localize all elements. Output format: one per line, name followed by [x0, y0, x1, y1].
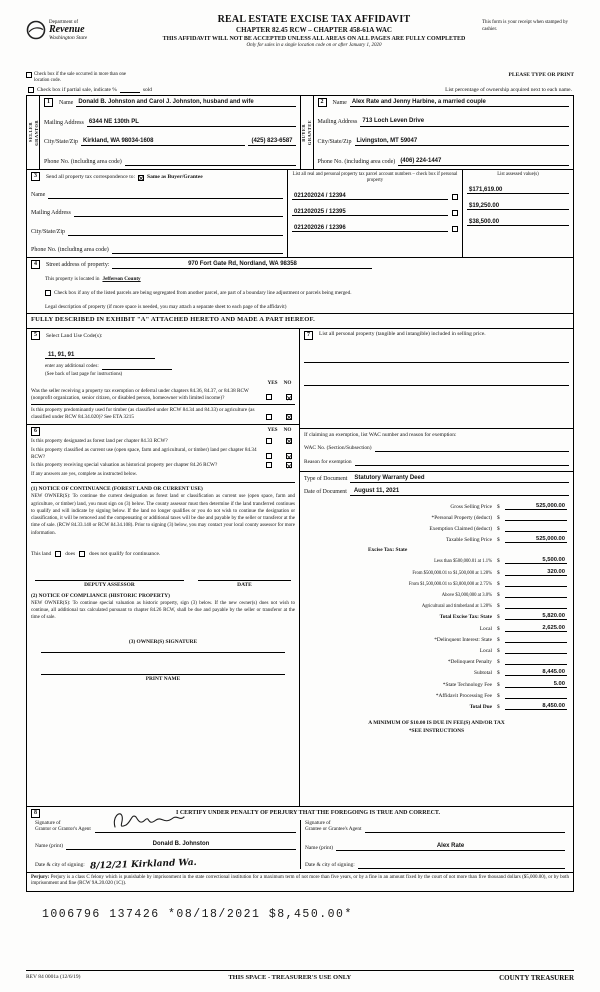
exemption-question: Was the seller receiving a property tax exemption or deferral under chapters 84.36, 84.37, or 84.38 RCW (nonprofit organization, senior citizen, or disabled person, homeowner with limited income)?	[31, 387, 249, 401]
section5	[27, 329, 299, 425]
seller-side-label	[27, 96, 40, 169]
buyer-csz-value: Livingston, MT 59047	[355, 138, 570, 146]
cashier-stamp: 1006796 137426 *08/18/2021 $8,450.00*	[42, 907, 353, 921]
timber-no-checkbox[interactable]	[286, 414, 292, 420]
parcel-column-header: List all real and personal property tax parcel account numbers – check box if personal property	[292, 171, 458, 183]
corr-mailing-label: Mailing Address	[31, 210, 71, 217]
grantor-name-print-label: Name (print)	[35, 843, 63, 850]
deputy-date-label: DATE	[237, 581, 252, 588]
fin-amount-field[interactable]	[505, 692, 567, 699]
perjury-text: Perjury is a class C felony which is punishable by imprisonment in the state correctional institution for a maximum term of not more than five years, or by a fine in an amount fixed by the court of not more than five thousand dollars ($5,000.00), or by both imprisonment and fine (RCW 9A.20.020 (1C)).	[31, 874, 569, 887]
fin-label: *Affidavit Processing Fee	[435, 692, 492, 699]
parcel-row	[292, 193, 458, 200]
legal-description-label: Legal description of property (if more space is needed, you may attach a separate sheet to each page of the affidavit)	[45, 303, 287, 310]
fin-amount: 8,445.00	[505, 669, 567, 676]
corr-phone-label: Phone No. (including area code)	[31, 246, 109, 253]
parcel-row	[292, 225, 458, 232]
notice2-text: NEW OWNER(S): To continue special valuation as historic property, sign (3) below. If the new owner(s) does not wish to continue, all additional tax calculated pursuant to chapter 84.26 RCW, shall be due and payable by the seller or transferor at the time of sale.	[31, 600, 295, 621]
dollar-sign	[497, 637, 505, 643]
ownership-note: List percentage of ownership acquired next to each name.	[445, 86, 572, 93]
assessed-value: $38,500.00	[467, 219, 569, 226]
fin-amount: 5,500.00	[505, 557, 567, 564]
only-note: Only for sales in a single location code on or after January 1, 2020	[246, 43, 382, 48]
corr-name-field[interactable]	[48, 191, 283, 199]
located-prefix: This property is located in	[45, 276, 100, 283]
parcel-number: 021202026 / 12396	[292, 225, 448, 232]
fin-amount-field[interactable]	[505, 525, 567, 532]
warning-line: THIS AFFIDAVIT WILL NOT BE ACCEPTED UNLESS ALL AREAS ON ALL PAGES ARE FULLY COMPLETED	[162, 36, 466, 42]
minimum-fee-text: A MINIMUM OF $10.00 IS DUE IN FEE(S) AND/OR TAX	[368, 719, 505, 726]
personal-property-field[interactable]	[304, 354, 569, 363]
does-not-label: does not qualify for continuance.	[89, 550, 161, 557]
parcel-personal-checkbox[interactable]	[452, 210, 458, 216]
exemption-block	[300, 429, 573, 472]
section8	[27, 807, 573, 873]
corr-csz-field[interactable]	[68, 228, 283, 236]
seller-csz-value: Kirkland, WA 98034-1608	[81, 138, 245, 146]
dollar-sign	[497, 614, 505, 620]
buyer-section	[300, 96, 574, 169]
print-name-field[interactable]	[41, 667, 285, 675]
fin-amount: 8,450.00	[505, 703, 567, 710]
partial-sale-percent-field[interactable]	[120, 87, 140, 93]
multi-location-checkbox[interactable]	[26, 72, 32, 78]
receipt-note: This form is your receipt when stamped by cashier.	[482, 20, 568, 32]
dollar-sign	[497, 704, 505, 710]
exemption-yes-checkbox[interactable]	[266, 394, 272, 400]
street-address-label: Street address of property:	[46, 261, 110, 268]
fin-label: *Personal Property (deduct)	[431, 514, 492, 521]
grantee-sig-label-line1: Signature of	[305, 819, 331, 826]
form-body	[26, 95, 574, 892]
multi-location-label: Check box if the sale occurred in more than one location code.	[34, 72, 127, 83]
logo-line1: Department of	[49, 20, 79, 25]
section7-number: 7	[304, 331, 313, 340]
fin-label: Exemption Claimed (deduct)	[429, 525, 492, 532]
dollar-sign	[497, 504, 505, 510]
deputy-assessor-signature-field[interactable]	[35, 573, 184, 581]
certify-statement: I CERTIFY UNDER PENALTY OF PERJURY THAT THE FOREGOING IS TRUE AND CORRECT.	[175, 810, 440, 817]
continuance-row	[31, 551, 295, 557]
corr-mailing-field[interactable]	[74, 209, 283, 217]
doc-type-value: Statutory Warranty Deed	[350, 475, 569, 483]
doc-type-label: Type of Document	[304, 476, 348, 483]
section1-number: 1	[44, 98, 53, 107]
owner-signature-label: (3) OWNER(S) SIGNATURE	[128, 638, 198, 645]
corr-name-label: Name	[31, 192, 46, 199]
grantor-signature-block	[31, 819, 300, 872]
historic-no-checkbox[interactable]	[286, 462, 292, 468]
reason-field[interactable]	[355, 458, 569, 466]
grantor-name-value: Donald B. Johnston	[66, 841, 296, 849]
fin-amount-field[interactable]	[505, 514, 567, 521]
additional-codes-field[interactable]	[102, 364, 172, 370]
seller-phone-label: Phone No. (including area code)	[44, 158, 122, 165]
fin-label: Agricultural and timberland at 1.28%	[421, 604, 492, 610]
buyer-side-label	[301, 96, 314, 169]
partial-sale-label: Check box if partial sale, indicate %	[37, 86, 117, 93]
exemption-no-checkbox[interactable]	[286, 394, 292, 400]
pre-row-1	[26, 72, 574, 84]
does-qualify-checkbox[interactable]	[55, 551, 61, 557]
grantor-sig-label-line2: Grantor or Grantor's Agent	[35, 826, 91, 833]
current-use-no-checkbox[interactable]	[286, 453, 292, 459]
form-title: REAL ESTATE EXCISE TAX AFFIDAVIT	[217, 14, 411, 25]
section3	[27, 170, 573, 258]
title-block	[146, 14, 482, 48]
pre-row-2	[28, 87, 572, 93]
fin-amount-field[interactable]	[505, 602, 567, 609]
segregated-label: Check box if any of the listed parcels are being segregated from another parcel, are part of a boundary line adjustment or parcels being merged.	[54, 290, 352, 297]
grantor-date-city-label: Date & city of signing:	[35, 862, 85, 869]
does-not-qualify-checkbox[interactable]	[79, 551, 85, 557]
assessed-value: $19,250.00	[467, 203, 569, 210]
additional-codes-label: enter any additional codes:	[45, 363, 99, 369]
fin-amount: 2,625.00	[505, 625, 567, 632]
grantee-date-city-label: Date & city of signing:	[305, 862, 355, 869]
corr-csz-label: City/State/Zip	[31, 228, 65, 235]
seller-name-label: Name	[59, 99, 74, 106]
owner-signature-field[interactable]	[41, 645, 285, 653]
seller-mailing-label: Mailing Address	[44, 119, 84, 126]
partial-sale-checkbox[interactable]	[28, 87, 34, 93]
grantor-signature-icon	[109, 808, 187, 837]
fin-label: Less than $500,000.01 at 1.1%	[434, 559, 492, 565]
county-treasurer-label: COUNTY TREASURER	[499, 974, 574, 982]
fin-label: From $1,500,000.01 to $3,000,000 at 2.75%	[408, 581, 492, 587]
fin-label: Local	[479, 647, 492, 654]
fin-label: Above $3,000,000 at 3.0%	[441, 593, 492, 599]
timber-question: Is this property predominantly used for timber (as classified under RCW 84.34 and 84.33) or agriculture (as classified under RCW 84.34.020)? See ETA 3215	[31, 407, 255, 421]
grantor-sig-label	[35, 820, 91, 833]
deputy-assessor-label: DEPUTY ASSESSOR	[84, 581, 135, 588]
assessed-value: $171,619.00	[467, 187, 569, 194]
this-land-label: This land	[31, 550, 52, 557]
dollar-sign	[497, 693, 505, 699]
corr-phone-field[interactable]	[112, 246, 283, 254]
seller-mailing-value: 6344 NE 130th PL	[87, 119, 296, 127]
section6	[27, 425, 299, 806]
fin-label: Gross Selling Price	[450, 503, 492, 510]
buyer-mailing-label: Mailing Address	[317, 119, 358, 126]
forest-yes-checkbox[interactable]	[266, 438, 272, 444]
dollar-sign	[497, 682, 505, 688]
wac-field[interactable]	[375, 444, 569, 452]
treasurer-space-label: THIS SPACE - TREASURER'S USE ONLY	[228, 974, 352, 981]
notice1-title: (1) NOTICE OF CONTINUANCE (FOREST LAND OR CURRENT USE)	[31, 482, 295, 492]
fin-amount-field[interactable]	[505, 580, 567, 587]
fin-amount: 525,000.00	[505, 503, 567, 510]
excise-tax-table	[300, 496, 573, 710]
section7	[300, 329, 573, 429]
deputy-assessor-row	[31, 573, 295, 588]
send-correspondence-label: Send all property tax correspondence to:	[46, 174, 136, 181]
section6-number: 6	[31, 427, 40, 436]
fin-amount: 525,000.00	[505, 536, 567, 543]
buyer-name-label: Name	[332, 99, 347, 106]
doc-date-label: Date of Document	[304, 489, 347, 496]
form-header	[26, 14, 574, 70]
if-yes-note: If any answers are yes, complete as instructed below.	[31, 472, 138, 478]
fin-amount: 5,820.00	[505, 613, 567, 620]
fin-amount: 5.00	[505, 681, 567, 688]
grantee-name-print-label: Name (print)	[305, 844, 333, 851]
yes-header: YES	[267, 379, 278, 386]
partial-sale-suffix: sold	[142, 86, 153, 93]
doc-date-value: August 11, 2021	[350, 488, 569, 496]
dollar-sign	[497, 537, 505, 543]
dollar-sign	[497, 592, 505, 598]
land-use-label: Select Land Use Code(s):	[46, 333, 103, 340]
notice1-text: NEW OWNER(S): To continue the current designation as forest land or classification as current use (open space, farm and agriculture, or timber) land, you must sign on (3) below. The county assessor must then determine if the land transferred continues to qualify and will indicate by signing below. If the land no longer qualifies or you do not wish to continue the designation or classification, it will be removed and the compensating or additional taxes will be due and payable by the seller or transferor at the time of sale. (RCW 84.33.140 or RCW 84.34.108). Prior to signing (3) below, you may contact your local county assessor for more information.	[31, 494, 295, 536]
parcel-personal-checkbox[interactable]	[452, 226, 458, 232]
dor-logo	[26, 14, 146, 41]
dollar-sign	[497, 515, 505, 521]
logo-line3: Washington State	[49, 35, 88, 41]
middle-columns	[27, 329, 573, 807]
dollar-sign	[497, 659, 505, 665]
yes-header: YES	[267, 426, 278, 433]
dollar-sign	[497, 670, 505, 676]
buyer-side-word2: GRANTEE	[307, 119, 312, 145]
seller-csz-label: City/State/Zip	[44, 139, 78, 146]
seller-phone-field[interactable]	[125, 158, 296, 166]
seller-phone-value: (425) 823-6587	[248, 138, 295, 146]
forest-no-checkbox[interactable]	[286, 438, 292, 444]
excise-tax-state-header: Excise Tax: State	[368, 547, 408, 554]
minimum-fee-note	[300, 719, 573, 735]
fin-amount: 320.00	[505, 569, 567, 576]
fin-amount-field[interactable]	[505, 658, 567, 665]
dollar-sign	[497, 626, 505, 632]
fin-label: Total Excise Tax: State	[439, 614, 492, 621]
logo-line2: Revenue	[49, 24, 85, 35]
fin-label: Local	[479, 625, 492, 632]
seller-side-word1: SELLER	[27, 122, 33, 143]
dollar-sign	[497, 570, 505, 576]
timber-yes-checkbox[interactable]	[266, 414, 272, 420]
buyer-side-word1: BUYER	[301, 123, 306, 142]
fin-label: From $500,000.01 to $1,500,000 at 1.28%	[412, 570, 492, 576]
grantor-sig-label-line1: Signature of	[35, 819, 61, 826]
see-instructions: *SEE INSTRUCTIONS	[408, 728, 465, 735]
legal-description-value: FULLY DESCRIBED IN EXHIBIT "A" ATTACHED HERETO AND MADE A PART HEREOF.	[27, 314, 573, 329]
form-footer	[26, 970, 574, 982]
wac-label: WAC No. (Section/Subsection)	[304, 445, 372, 452]
buyer-csz-label: City/State/Zip	[317, 139, 352, 146]
dollar-sign	[497, 603, 505, 609]
section2-number: 2	[318, 98, 327, 107]
dollar-sign	[497, 581, 505, 587]
buyer-phone-label: Phone No. (including area code)	[317, 158, 396, 165]
historic-question: Is this property receiving special valuation as historical property per chapter 84.26 RCW?	[31, 462, 218, 469]
exemption-claim-label: If claiming an exemption, list WAC number and reason for exemption:	[304, 431, 457, 438]
same-as-buyer-label: Same as Buyer/Grantee	[147, 174, 203, 181]
grantee-signature-field[interactable]	[365, 825, 565, 833]
current-use-yes-checkbox[interactable]	[266, 453, 272, 459]
grantee-signature-block	[300, 820, 569, 869]
fin-label: Total Due	[469, 703, 492, 710]
parcel-row	[292, 209, 458, 216]
dollar-sign	[497, 526, 505, 532]
owner-signature-block	[31, 638, 295, 682]
please-type-or-print: PLEASE TYPE OR PRINT	[508, 72, 574, 78]
section8-number: 8	[31, 809, 40, 818]
no-header: NO	[283, 379, 292, 386]
forest-question: Is this property designated as forest land per chapter 84.33 RCW?	[31, 437, 168, 444]
fin-amount-field[interactable]	[505, 636, 567, 643]
fin-label: Subtotal	[474, 670, 492, 677]
parcel-number: 021202025 / 12395	[292, 209, 448, 216]
dollar-sign	[497, 648, 505, 654]
dor-swoosh-icon	[26, 20, 46, 40]
fin-amount-field[interactable]	[505, 647, 567, 654]
street-address-value: 970 Fort Gate Rd, Nordland, WA 98358	[112, 261, 372, 269]
fin-label: Taxable Selling Price	[445, 537, 492, 544]
perjury-label: Perjury:	[31, 874, 50, 880]
notice2-title: (2) NOTICE OF COMPLIANCE (HISTORIC PROPERTY)	[31, 592, 170, 599]
dor-logo-text	[49, 20, 87, 41]
buyer-mailing-value: 713 Loch Leven Drive	[360, 118, 569, 126]
grantee-sig-label-line2: Grantee or Grantee's Agent	[305, 826, 362, 833]
segregated-checkbox[interactable]	[45, 290, 51, 296]
print-name-label: PRINT NAME	[145, 675, 181, 682]
parcel-personal-checkbox[interactable]	[452, 194, 458, 200]
fin-amount-field[interactable]	[505, 591, 567, 598]
seller-section	[27, 96, 300, 169]
same-as-buyer-checkbox[interactable]	[138, 175, 144, 181]
personal-property-field[interactable]	[304, 377, 569, 386]
fin-label: *State Technology Fee	[442, 681, 492, 688]
fin-label: *Delinquent Penalty	[447, 659, 492, 666]
dollar-sign	[497, 558, 505, 564]
current-use-question: Is this property classified as current use (open space, farm and agricultural, or timber) land per chapter 84.34 RCW?	[31, 446, 257, 460]
rev-number: REV 84 0001a (12/6/19)	[26, 974, 81, 980]
seller-side-word2: GRANTOR	[33, 119, 39, 146]
reason-label: Reason for exemption	[304, 459, 352, 466]
grantee-sig-label	[305, 820, 361, 833]
parcel-number: 021202024 / 12394	[292, 193, 448, 200]
grantee-date-city-field[interactable]	[358, 861, 565, 869]
land-use-codes-value: 11, 91, 91	[45, 352, 155, 359]
historic-yes-checkbox[interactable]	[266, 462, 272, 468]
fin-label: *Delinquent Interest: State	[434, 636, 492, 643]
buyer-phone-value: (406) 224-1447	[398, 158, 569, 166]
section4-number: 4	[31, 260, 40, 269]
no-header: NO	[283, 426, 292, 433]
buyer-name-value: Alex Rate and Jenny Harbine, a married couple	[350, 99, 569, 107]
see-back-note: (See back of last page for instructions)	[45, 371, 123, 377]
section3-number: 3	[31, 172, 40, 181]
grantor-date-city-value: 8/12/21 Kirkland Wa.	[89, 857, 197, 872]
parties-row	[27, 96, 573, 170]
assessed-column-header: List assessed value(s)	[497, 171, 539, 177]
grantee-name-value: Alex Rate	[336, 843, 565, 851]
document-block	[300, 472, 573, 496]
personal-property-label: List all personal property (tangible and intangible) included in selling price.	[319, 330, 486, 337]
seller-name-value: Donald B. Johnston and Carol J. Johnston, husband and wife	[76, 99, 295, 107]
does-label: does	[65, 550, 76, 557]
perjury-statement	[27, 873, 573, 891]
county-value: Jefferson County	[102, 276, 141, 283]
section4	[27, 258, 573, 314]
chapter-line: CHAPTER 82.45 RCW – CHAPTER 458-61A WAC	[236, 26, 392, 34]
deputy-date-field[interactable]	[198, 573, 291, 581]
section5-number: 5	[31, 331, 40, 340]
